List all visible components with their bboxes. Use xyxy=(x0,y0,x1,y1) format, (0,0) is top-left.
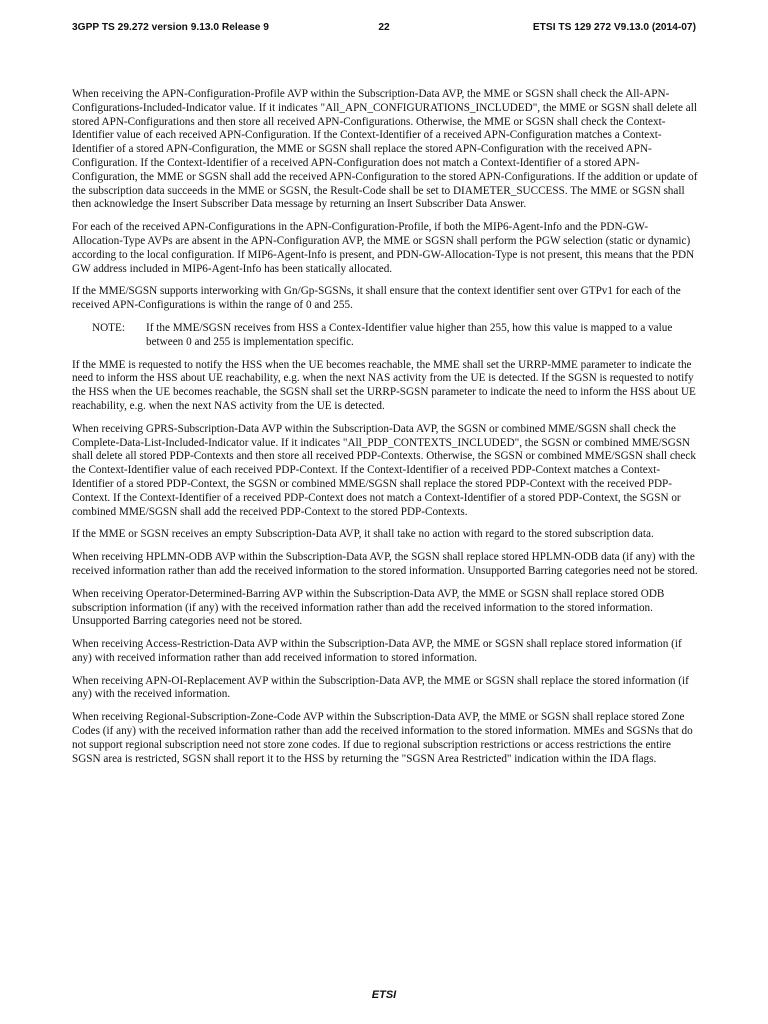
paragraph-apn-oi-replacement: When receiving APN-OI-Replacement AVP within the Subscription-Data AVP, the MME or SGSN shall replace the stored information (if any) with the received information. xyxy=(72,674,689,701)
paragraph-empty-subscription-data: If the MME or SGSN receives an empty Subscription-Data AVP, it shall take no action with regard to the stored subscription data. xyxy=(72,528,654,541)
paragraph-pgw-selection: For each of the received APN-Configurations in the APN-Configuration-Profile, if both the MIP6-Agent-Info and the PDN-GW-Allocation-Type AVPs are absent in the APN-Configuration AVP, the MME or SGSN shall perform the PGW selection (static or dynamic) according to the local configuration. If MIP6-Agent-Info is present, and PDN-GW-Allocation-Type is not present, this means that the PDN GW address included in MIP6-Agent-Info has been statically allocated. xyxy=(72,221,695,275)
page-header xyxy=(72,22,696,38)
note-text: If the MME/SGSN receives from HSS a Contex-Identifier value higher than 255, how this value is mapped to a value between 0 and 255 is implementation specific. xyxy=(146,321,673,348)
paragraph-regional-subscription-zone-code: When receiving Regional-Subscription-Zone-Code AVP within the Subscription-Data AVP, the MME or SGSN shall replace stored Zone Codes (if any) with the received information rather than add the received information to the stored information. MMEs and SGSNs that do not support regional subscription need not store zone codes. If due to regional subscription restrictions or access restrictions the entire SGSN area is restricted, SGSN shall report it to the HSS by returning the "SGSN Area Restricted" indication within the IDA flags. xyxy=(72,711,693,765)
note-block xyxy=(92,322,698,350)
paragraph-operator-determined-barring: When receiving Operator-Determined-Barring AVP within the Subscription-Data AVP, the MME or SGSN shall replace stored ODB subscription information (if any) with the received information rather than add the received information to the stored information. Unsupported Barring categories need not be stored. xyxy=(72,587,665,628)
header-etsi-ref: ETSI TS 129 272 V9.13.0 (2014-07) xyxy=(532,22,696,33)
paragraph-gprs-subscription-data: When receiving GPRS-Subscription-Data AVP within the Subscription-Data AVP, the SGSN or combined MME/SGSN shall check the Complete-Data-List-Included-Indicator value. If it indicates "All_PDP_CONTEXTS_INCLUDED", the SGSN or combined MME/SGSN shall delete all stored PDP-Contexts and then store all received PDP-Contexts. Otherwise, the SGSN or combined MME/SGSN shall check the Context-Identifier value of each received PDP-Context. If the Context-Identifier of a received PDP-Context matches a Context-Identifier of a stored PDP-Context, the SGSN or combined MME/SGSN shall replace the stored PDP-Context with the received PDP-Context. If the Context-Identifier of a received PDP-Context does not match a Context-Identifier of a stored PDP-Context, the SGSN or combined MME/SGSN shall add the received PDP-Context to the stored PDP-Contexts. xyxy=(72,422,696,518)
paragraph-hplmn-odb: When receiving HPLMN-ODB AVP within the Subscription-Data AVP, the SGSN shall replace stored HPLMN-ODB data (if any) with the received information rather than add the received information to the stored information. Unsupported Barring categories need not be stored. xyxy=(72,551,698,577)
paragraph-urrp: If the MME is requested to notify the HSS when the UE becomes reachable, the MME shall set the URRP-MME parameter to indicate the need to inform the HSS about UE reachability, e.g. when the next NAS activity from the UE is detected. If the SGSN is requested to notify the HSS when the UE becomes reachable, the SGSN shall set the URRP-SGSN parameter to indicate the need to inform the HSS about UE reachability, e.g. when the next NAS activity from the UE is detected. xyxy=(72,358,696,412)
paragraph-access-restriction-data: When receiving Access-Restriction-Data AVP within the Subscription-Data AVP, the MME or SGSN shall replace stored information (if any) with received information rather than add received information to stored information. xyxy=(72,638,682,664)
header-doc-id: 3GPP TS 29.272 version 9.13.0 Release 9 xyxy=(72,22,269,33)
paragraph-apn-configuration-profile: When receiving the APN-Configuration-Profile AVP within the Subscription-Data AVP, the MME or SGSN shall check the All-APN-Configurations-Included-Indicator value. If it indicates "All_APN_CONFIGURATIONS_INCLUDED", the MME or SGSN shall delete all stored APN-Configurations and then store all received APN-Configurations. Otherwise, the MME or SGSN shall check the Context-Identifier value of each received APN-Configuration. If the Context-Identifier of a received APN-Configuration matches a Context-Identifier of a stored APN-Configuration, the MME or SGSN shall replace the stored APN-Configuration with the received APN-Configuration. If the Context-Identifier of a received APN-Configuration does not match a Context-Identifier of a stored APN-Configuration, the MME or SGSN shall add the received APN-Configuration to the stored APN-Configurations. If the addition or update of the subscription data succeeds in the MME or SGSN, the Result-Code shall be set to DIAMETER_SUCCESS. The MME or SGSN shall then acknowledge the Insert Subscriber Data message by returning an Insert Subscriber Data Answer. xyxy=(72,88,698,211)
paragraph-gn-gp-interworking: If the MME/SGSN supports interworking with Gn/Gp-SGSNs, it shall ensure that the context identifier sent over GTPv1 for each of the received APN-Configurations is within the range of 0 and 255. xyxy=(72,285,681,312)
document-body xyxy=(72,88,698,775)
note-label: NOTE: xyxy=(92,321,125,334)
page-footer: ETSI xyxy=(371,989,397,1001)
header-page-number: 22 xyxy=(378,22,390,33)
